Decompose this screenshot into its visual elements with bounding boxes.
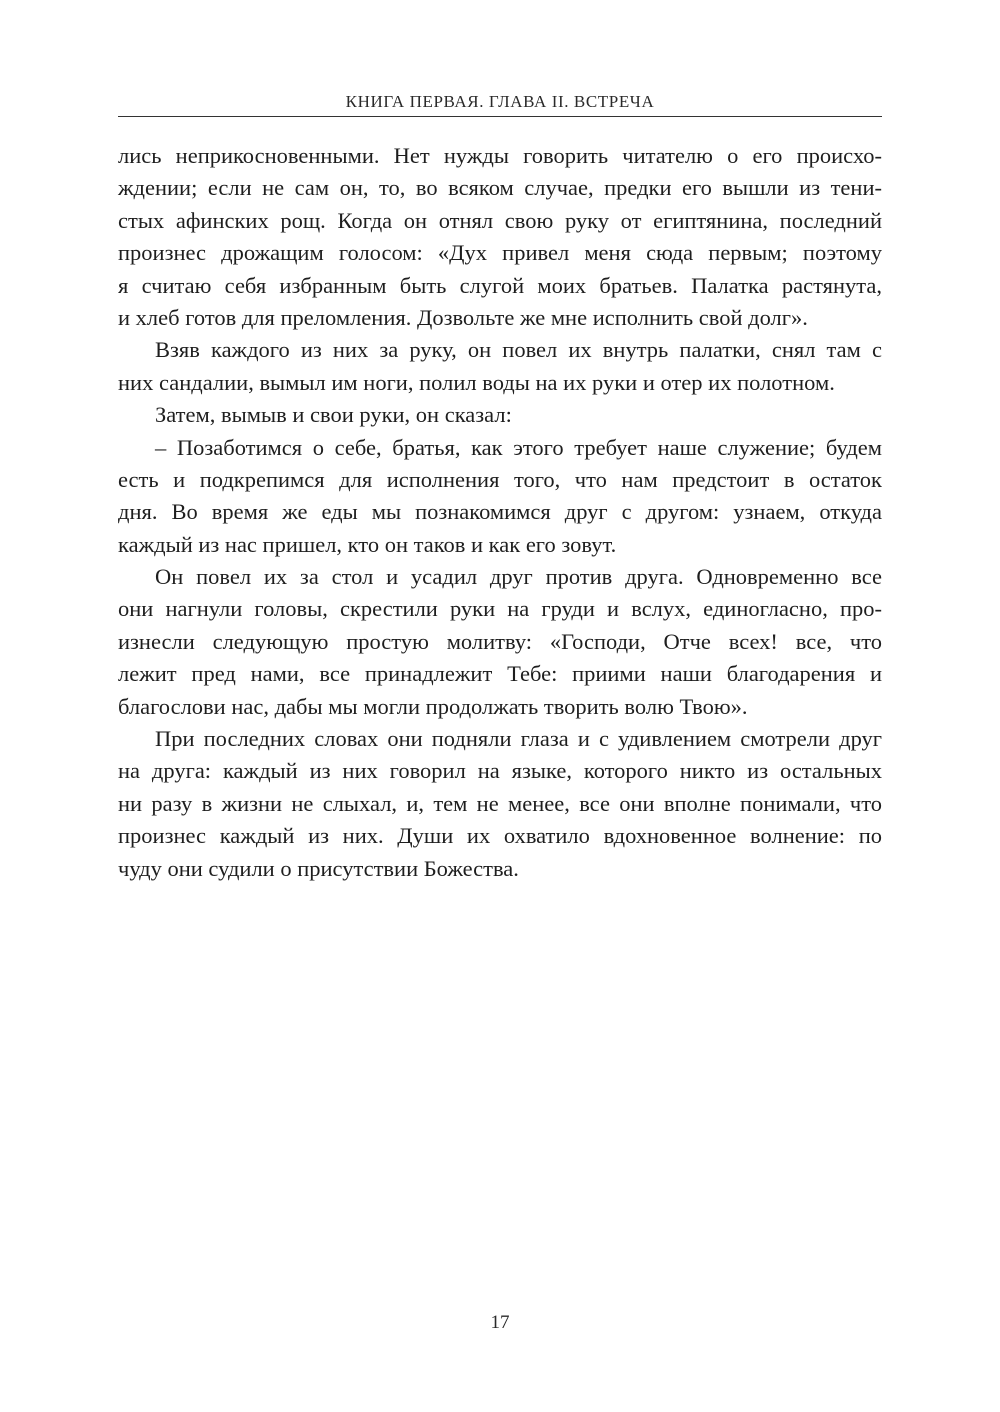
text-line: лись неприкосновенными. Нет нужды говорить читателю о его происхо- xyxy=(118,143,882,168)
text-line: Затем, вымыв и свои руки, он сказал: xyxy=(155,402,512,428)
text-line: благослови нас, дабы мы могли продолжать творить волю Твою». xyxy=(118,693,748,719)
text-line: стых афинских рощ. Когда он отнял свою руку от египтянина, последний xyxy=(118,207,882,233)
text-line: Взяв каждого из них за руку, он повел их внутрь палатки, снял там с xyxy=(155,337,882,363)
text-line: изнесли следующую простую молитву: «Господи, Отче всех! все, что xyxy=(118,628,882,654)
text-line: я считаю себя избранным быть слугой моих братьев. Палатка растянута, xyxy=(118,272,882,298)
page-number: 17 xyxy=(490,1312,510,1333)
text-line: ни разу в жизни не слыхал, и, тем не менее, все они вполне понимали, что xyxy=(118,790,882,816)
text-line: дня. Во время же еды мы познакомимся друг с другом: узнаем, откуда xyxy=(118,499,882,525)
text-line: ждении; если не сам он, то, во всяком случае, предки его вышли из тени- xyxy=(118,175,882,201)
header-rule xyxy=(118,116,882,117)
text-line: Он повел их за стол и усадил друг против друга. Одновременно все xyxy=(155,564,882,590)
text-line: них сандалии, вымыл им ноги, полил воды на их руки и отер их полотном. xyxy=(118,369,835,395)
text-line: При последних словах они подняли глаза и с удивлением смотрели друг xyxy=(155,726,882,752)
text-line: они нагнули головы, скрестили руки на груди и вслух, единогласно, про- xyxy=(118,596,882,622)
text-line: произнес дрожащим голосом: «Дух привел меня сюда первым; поэтому xyxy=(118,240,882,266)
text-line: – Позаботимся о себе, братья, как этого требует наше служение; будем xyxy=(155,434,882,460)
text-line: есть и подкрепимся для исполнения того, что нам предстоит в остаток xyxy=(118,466,882,492)
text-line: лежит пред нами, все принадлежит Тебе: приими наши благодарения и xyxy=(118,661,882,687)
body-text xyxy=(118,140,882,885)
text-line: на друга: каждый из них говорил на языке, которого никто из остальных xyxy=(118,758,882,784)
text-line: произнес каждый из них. Души их охватило вдохновенное волнение: по xyxy=(118,823,882,849)
text-line: и хлеб готов для преломления. Дозвольте же мне исполнить свой долг». xyxy=(118,304,808,330)
text-line: чуду они судили о присутствии Божества. xyxy=(118,855,519,881)
running-head: КНИГА ПЕРВАЯ. ГЛАВА II. ВСТРЕЧА xyxy=(345,92,655,111)
text-line: каждый из нас пришел, кто он таков и как его зовут. xyxy=(118,531,617,557)
